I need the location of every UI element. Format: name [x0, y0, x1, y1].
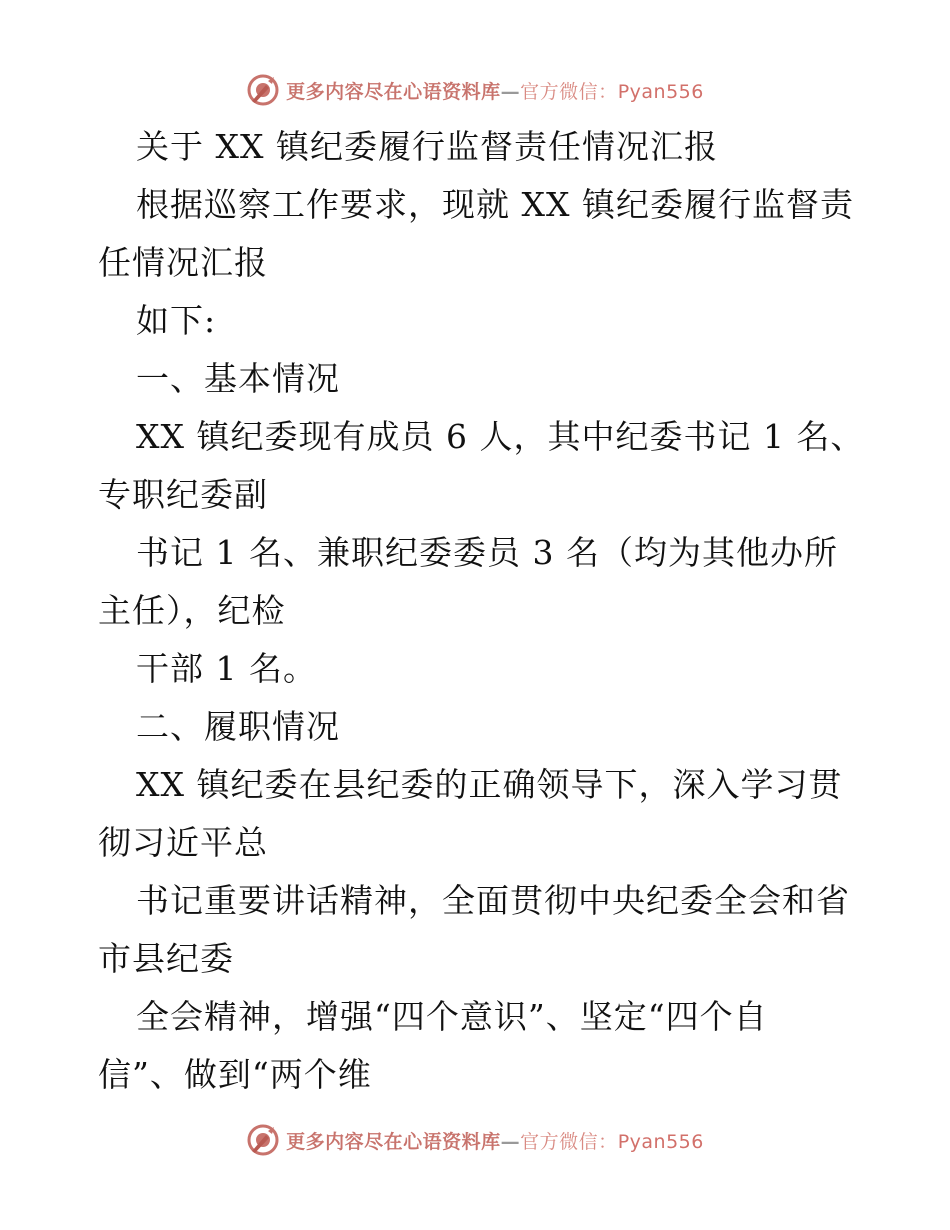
text-line: 市县纪委	[98, 939, 234, 978]
text-line: 主任），纪检	[98, 591, 286, 630]
text-line: 书记重要讲话精神，全面贯彻中央纪委全会和省	[136, 881, 850, 920]
text-line: XX 镇纪委在县纪委的正确领导下，深入学习贯	[136, 765, 843, 804]
watermark-banner-top	[0, 70, 950, 110]
text-line: 根据巡察工作要求，现就 XX 镇纪委履行监督责	[136, 185, 854, 224]
text-line: 全会精神，增强“四个意识”、坚定“四个自	[136, 997, 768, 1036]
watermark-wechat-id: Pyan556	[617, 1130, 704, 1153]
text-line: 干部 1 名。	[136, 649, 317, 688]
text-line: 一、基本情况	[136, 359, 340, 398]
document-body	[98, 118, 865, 1104]
watermark-dash: —	[500, 80, 521, 103]
watermark-wechat-label: 官方微信：	[520, 1130, 618, 1153]
text-line: XX 镇纪委现有成员 6 人，其中纪委书记 1 名、	[136, 417, 865, 456]
text-line: 彻习近平总	[98, 823, 268, 862]
pen-circle-logo-icon	[246, 73, 280, 107]
text-line: 书记 1 名、兼职纪委委员 3 名（均为其他办所	[136, 533, 838, 572]
watermark-main-text: 更多内容尽在心语资料库	[286, 1130, 501, 1153]
watermark-dash: —	[500, 1130, 521, 1153]
pen-circle-logo-icon	[246, 1123, 280, 1157]
text-line: 关于 XX 镇纪委履行监督责任情况汇报	[136, 127, 718, 166]
text-line: 专职纪委副	[98, 475, 268, 514]
text-line: 如下:	[136, 301, 217, 340]
text-line: 二、履职情况	[136, 707, 340, 746]
watermark-main-text: 更多内容尽在心语资料库	[286, 80, 501, 103]
watermark-banner-bottom	[0, 1120, 950, 1160]
text-line: 任情况汇报	[98, 243, 268, 282]
watermark-wechat-id: Pyan556	[617, 80, 704, 103]
watermark-wechat-label: 官方微信：	[520, 80, 618, 103]
text-line: 信”、做到“两个维	[98, 1055, 372, 1094]
